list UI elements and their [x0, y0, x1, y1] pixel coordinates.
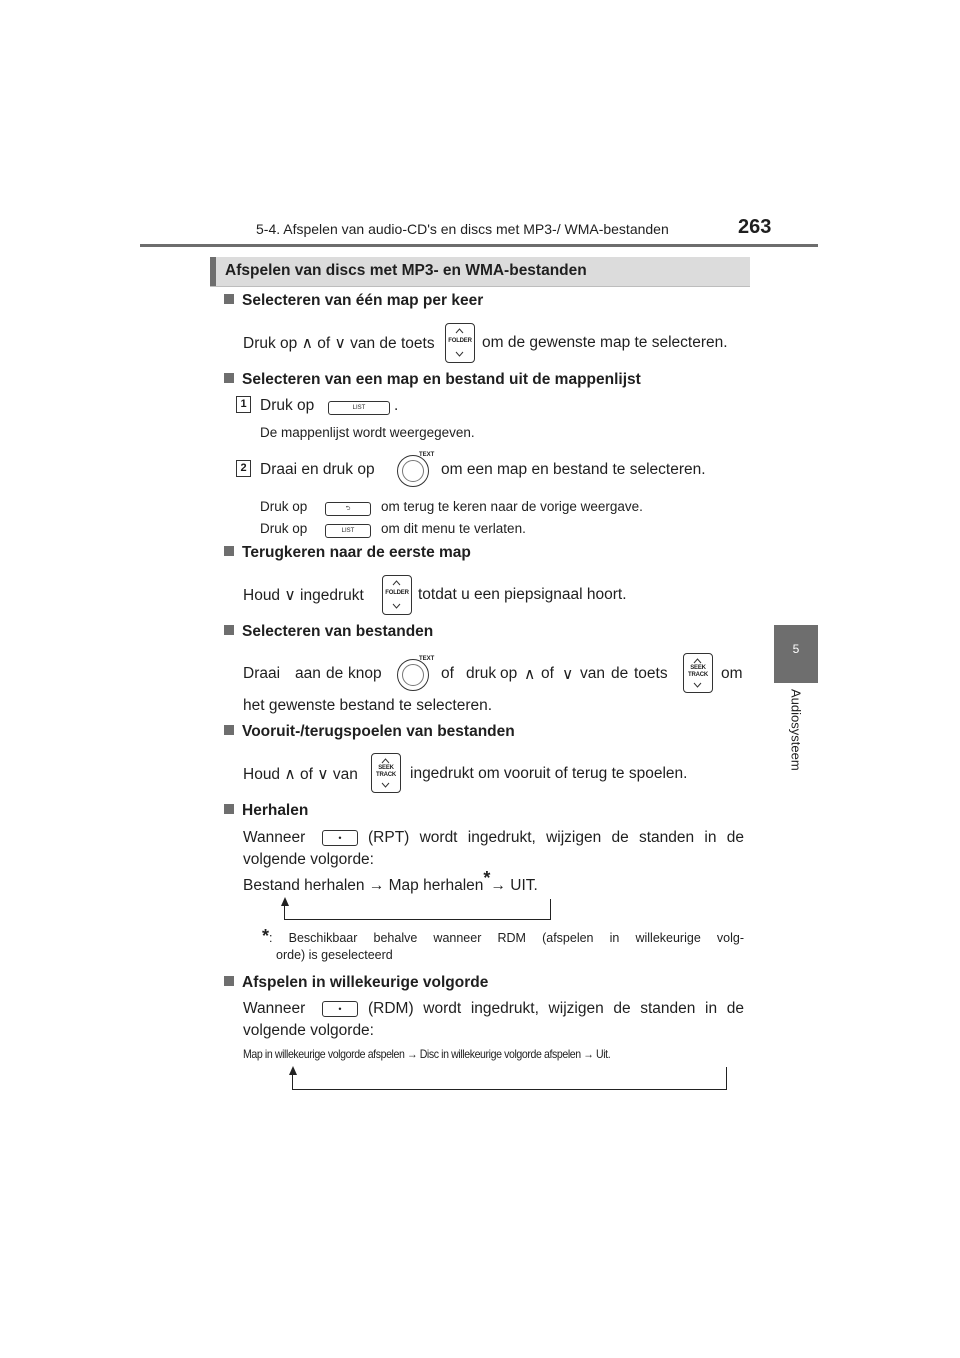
list-key-icon [325, 524, 371, 538]
s3-text-a: Houd ∨ ingedrukt [243, 587, 364, 604]
square-bullet-icon [224, 546, 234, 556]
footnote-marker: * [483, 867, 491, 888]
chapter-tab: 5 [774, 625, 818, 683]
footnote [262, 926, 744, 962]
chevron-down-icon [455, 351, 464, 357]
step-1-badge: 1 [236, 396, 251, 413]
s1-text-a: Druk op ∧ of ∨ van de toets [243, 335, 435, 352]
note1-text-a: Druk op [260, 499, 308, 514]
knob-label: TEXT [419, 452, 435, 458]
step2-text-b: om een map en bestand te selecteren. [441, 461, 706, 478]
key-label: FOLDER [385, 590, 409, 596]
key-label: FOLDER [448, 338, 472, 344]
footnote-star: * [262, 926, 270, 946]
s4-word: toets [634, 665, 668, 682]
square-bullet-icon [224, 804, 234, 814]
s5-text-b: ingedrukt om vooruit of terug te spoelen. [410, 765, 688, 782]
s4-word: knop [348, 665, 382, 682]
key-label-track: TRACK [688, 672, 708, 678]
key-label: LIST [341, 528, 355, 534]
s6-text-a: Wanneer [243, 829, 306, 846]
step1-text-a: Druk op [260, 397, 315, 414]
step-2-badge: 2 [236, 460, 251, 477]
key-label-track: TRACK [376, 772, 396, 778]
chevron-up-icon [455, 328, 464, 334]
repeat-sequence [243, 867, 538, 895]
s4-word: Draai [243, 665, 281, 682]
s4-word: of [441, 665, 454, 682]
heading-random [224, 974, 488, 992]
heading-first-folder [224, 544, 471, 562]
heading-text: Herhalen [242, 802, 309, 819]
chevron-down-icon [392, 603, 401, 609]
folder-key-icon [445, 323, 475, 363]
s5-text-a: Houd ∧ of ∨ van [243, 766, 358, 783]
s4-line2: het gewenste bestand te selecteren. [243, 697, 493, 714]
section-title: Afspelen van discs met MP3- en WMA-bestanden [225, 262, 587, 279]
loop-arrow-bottom [284, 919, 551, 920]
chevron-up-icon [392, 580, 401, 586]
back-key-icon [325, 502, 371, 516]
square-bullet-icon [224, 976, 234, 986]
header-rule [140, 244, 818, 247]
tune-knob-icon [397, 659, 429, 691]
folder-key-icon [382, 575, 412, 615]
repeat-sequence-a: Bestand herhalen → Map herhalen [243, 877, 484, 894]
step1-note: De mappenlijst wordt weergegeven. [260, 425, 475, 440]
key-label [684, 665, 712, 679]
s4-word: om [721, 665, 743, 682]
heading-text: Vooruit-/terugspoelen van bestanden [242, 723, 515, 740]
note2-text-b: om dit menu te verlaten. [381, 521, 526, 536]
key-label [372, 765, 400, 779]
square-bullet-icon [224, 373, 234, 383]
repeat-sequence-b: → UIT. [490, 877, 538, 894]
chevron-down-icon [693, 682, 702, 688]
heading-select-files [224, 623, 433, 641]
chapter-tab-label: Audiosysteem [788, 689, 804, 771]
chevron-up-icon [381, 758, 390, 764]
chevron-down-icon [381, 782, 390, 788]
note1-text-b: om terug te keren naar de vorige weergave. [381, 499, 643, 514]
key-label: • [338, 1004, 342, 1014]
arrow-up-icon [280, 897, 290, 907]
s4-word: van [580, 665, 605, 682]
loop-arrow-bottom [292, 1089, 727, 1090]
s6-text-b: (RPT) wordt ingedrukt, wijzigen de standen in de [368, 829, 744, 846]
s7-text-b: (RDM) wordt ingedrukt, wijzigen de standen in de [368, 1000, 744, 1017]
step1-text-b: . [394, 397, 399, 414]
footnote-text: : Beschikbaar behalve wanneer RDM (afspelen in willekeurige volg- [269, 931, 744, 945]
s4-word: op [500, 665, 518, 682]
section-accent [210, 257, 216, 286]
list-key-icon [328, 401, 390, 415]
heading-text: Selecteren van één map per keer [242, 292, 484, 309]
footnote-line-1 [262, 926, 744, 947]
random-sequence: Map in willekeurige volgorde afspelen → Disc in willekeurige volgorde afspelen → Uit. [243, 1047, 611, 1061]
key-label: ⮌ [345, 506, 351, 512]
arrow-up-icon [288, 1066, 298, 1076]
s4-word: ∨ [562, 666, 574, 683]
page-number: 263 [738, 216, 772, 238]
heading-text: Terugkeren naar de eerste map [242, 544, 471, 561]
key-label-seek: SEEK [690, 665, 706, 671]
square-bullet-icon [224, 625, 234, 635]
heading-folder-list [224, 371, 641, 389]
s7-line2: volgende volgorde: [243, 1022, 374, 1039]
heading-text: Selecteren van bestanden [242, 623, 434, 640]
heading-select-folder [224, 292, 483, 310]
s4-word: de [326, 665, 344, 682]
s1-text-b: om de gewenste map te selecteren. [482, 334, 728, 351]
note2-text-a: Druk op [260, 521, 308, 536]
key-label-seek: SEEK [378, 765, 394, 771]
s3-text-b: totdat u een piepsignaal hoort. [418, 586, 627, 603]
rdm-key-icon [322, 1001, 358, 1017]
s4-word: aan [295, 665, 321, 682]
heading-text: Selecteren van een map en bestand uit de mappenlijst [242, 371, 641, 388]
loop-arrow-right [550, 899, 551, 920]
s4-word: ∧ [524, 666, 536, 683]
tune-knob-icon [397, 455, 429, 487]
s6-line2: volgende volgorde: [243, 851, 374, 868]
s7-text-a: Wanneer [243, 1000, 306, 1017]
square-bullet-icon [224, 725, 234, 735]
loop-arrow-right [726, 1067, 727, 1090]
footnote-line-2: orde) is geselecteerd [276, 948, 393, 962]
section-title-bar [210, 257, 750, 287]
key-label: • [338, 833, 342, 843]
heading-repeat [224, 802, 308, 820]
running-header: 5-4. Afspelen van audio-CD's en discs met MP3-/ WMA-bestanden [256, 221, 669, 237]
chevron-up-icon [693, 658, 702, 664]
knob-label: TEXT [419, 656, 435, 662]
s4-word: de [611, 665, 629, 682]
step2-text-a: Draai en druk op [260, 461, 375, 478]
s4-word: druk [466, 665, 497, 682]
heading-seek-files [224, 723, 515, 741]
rpt-key-icon [322, 830, 358, 846]
key-label: LIST [352, 405, 366, 411]
seek-track-key-icon [371, 753, 401, 793]
s4-word: of [541, 665, 554, 682]
square-bullet-icon [224, 294, 234, 304]
seek-track-key-icon [683, 653, 713, 693]
heading-text: Afspelen in willekeurige volgorde [242, 974, 489, 991]
